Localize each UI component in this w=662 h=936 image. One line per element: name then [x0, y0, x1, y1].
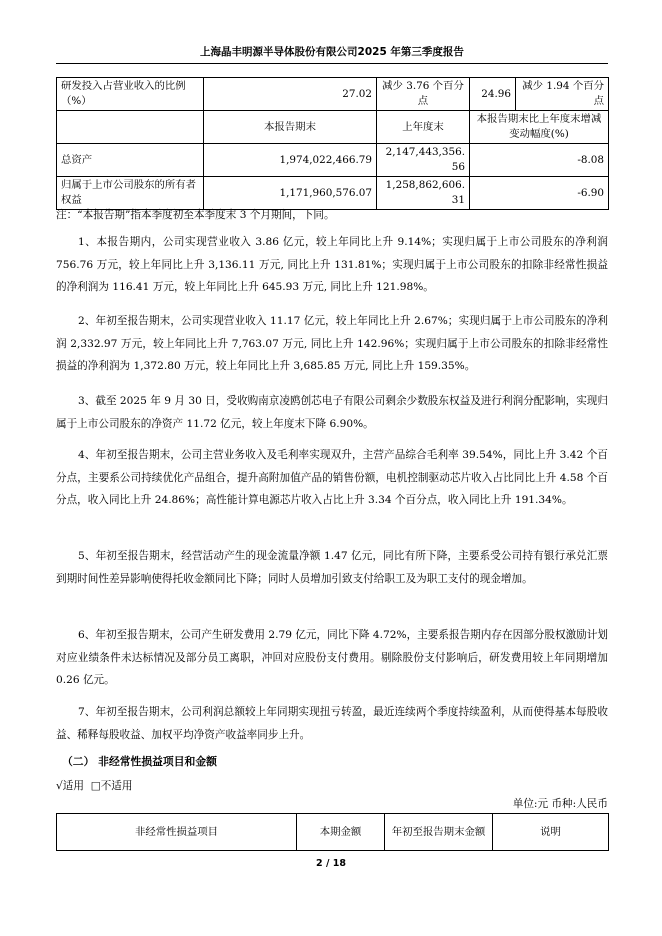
- table-cell: 归属于上市公司股东的所有者权益: [57, 177, 204, 210]
- table-cell: 减少 3.76 个百分点: [377, 78, 470, 111]
- table-cell: 1,171,960,576.07: [204, 177, 377, 210]
- table-row: [57, 177, 609, 210]
- paragraph-1: 1、本报告期内，公司实现营业收入 3.86 亿元，较上年同比上升 9.14%；实现归属于上市公司股东的净利润 756.76 万元，较上年同比上升 3,136.11 万元, 同比上升 131.81%；实现归属于上市公司股东的扣除非经常性损益的净利润为 116.41 万元，较上年同比上升 645.93 万元, 同比上升 121.98%。: [56, 236, 608, 293]
- paragraph-7: 7、年初至报告期末，公司利润总额较上年同期实现扭亏转盈，最近连续两个季度持续盈利，从而使得基本每股收益、稀释每股收益、加权平均净资产收益率同步上升。: [56, 706, 608, 741]
- paragraph-5: 5、年初至报告期末，经营活动产生的现金流量净额 1.47 亿元，同比有所下降，主要系受公司持有银行承兑汇票到期时间性差异影响使得托收金额同比下降；同时人员增加引致支付给职工及为职工支付的现金增加。: [56, 550, 608, 585]
- table-cell-value: 24.96: [481, 87, 511, 100]
- table-cell: 减少 1.94 个百分点: [516, 78, 609, 111]
- applicability-options: [56, 778, 133, 793]
- table-cell: -8.08: [470, 144, 609, 177]
- column-header: 上年度末: [377, 111, 470, 144]
- currency-unit-label: 单位:元 币种:人民币: [512, 798, 608, 810]
- table-cell: [470, 78, 516, 111]
- column-header: 本报告期末: [204, 111, 377, 144]
- table-cell: 1,258,862,606.31: [377, 177, 470, 210]
- table-cell: -6.90: [470, 177, 609, 210]
- non-recurring-items-table: [56, 813, 609, 851]
- page-header: 上海晶丰明源半导体股份有限公司2025 年第三季度报告: [200, 46, 464, 58]
- table-note: 注：“本报告期”指本季度初至本季度末 3 个月期间，下同。: [56, 209, 335, 221]
- table-cell: 2,147,443,356.56: [377, 144, 470, 177]
- paragraph-4: 4、年初至报告期末，公司主营业务收入及毛利率实现双升，主营产品综合毛利率 39.54%，同比上升 3.42 个百分点，主要系公司持续优化产品组合，提升高附加值产品的销售份额，电机控制驱动芯片收入占比同比上升 4.58 个百分点，收入同比上升 24.86%；高性能计算电源芯片收入占比上升 3.34 个百分点，收入同比上升 191.34%。: [56, 449, 608, 506]
- table-cell: 27.02: [204, 78, 377, 111]
- table-cell: 1,974,022,466.79: [204, 144, 377, 177]
- column-header: 本期金额: [297, 814, 385, 851]
- table-header-row: [57, 111, 609, 144]
- column-header: 年初至报告期末金额: [385, 814, 493, 851]
- header-divider: [56, 63, 608, 64]
- table-row: [57, 78, 609, 111]
- column-header: 非经常性损益项目: [57, 814, 297, 851]
- table-cell: [57, 111, 204, 144]
- paragraph-6: 6、年初至报告期末，公司产生研发费用 2.79 亿元，同比下降 4.72%，主要系报告期内存在因部分股权激励计划对应业绩条件未达标情况及部分员工离职，冲回对应股份支付费用。剔除股份支付影响后，研发费用较上年同期增加 0.26 亿元。: [56, 629, 608, 686]
- financial-summary-table: [56, 77, 609, 210]
- paragraph-2: 2、年初至报告期末，公司实现营业收入 11.17 亿元，较上年同比上升 2.67%；实现归属于上市公司股东的净利润 2,332.97 万元，较上年同比上升 7,763.07 万元, 同比上升 142.96%；实现归属于上市公司股东的扣除非经常性损益的净利润为 1,372.80 万元，较上年同比上升 3,685.85 万元, 同比上升 159.35%。: [56, 315, 608, 372]
- table-row: [57, 144, 609, 177]
- column-header: 本报告期末比上年度末增减变动幅度(%): [470, 111, 609, 144]
- section-heading: （二） 非经常性损益项目和金额: [62, 755, 217, 768]
- not-applicable-checkbox: □不适用: [90, 780, 133, 792]
- applicable-checkbox: √适用: [56, 780, 84, 792]
- table-header-row: [57, 814, 609, 851]
- column-header: 说明: [493, 814, 609, 851]
- table-cell: 总资产: [57, 144, 204, 177]
- paragraph-3: 3、截至 2025 年 9 月 30 日，受收购南京凌鸥创芯电子有限公司剩余少数股东权益及进行利润分配影响，实现归属于上市公司股东的净资产 11.72 亿元，较上年度末下降 6.90%。: [56, 395, 608, 430]
- table-cell: 研发投入占营业收入的比例（%）: [57, 78, 204, 111]
- page-number: 2 / 18: [316, 858, 346, 869]
